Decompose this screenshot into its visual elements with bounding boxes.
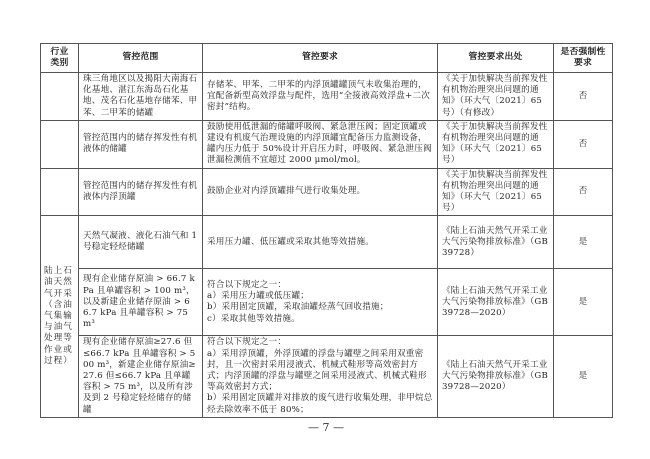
requirement-line: c）采取其他等效措施。 — [207, 313, 300, 324]
page-number: — 7 — — [308, 420, 344, 434]
requirement-line: 符合以下规定之一： — [207, 280, 287, 291]
category-cell-empty — [41, 73, 79, 121]
mandatory-cell: 是 — [554, 269, 613, 336]
scope-cell: 管控范围内的储存挥发性有机液体的储罐 — [79, 120, 203, 168]
table-row — [41, 168, 613, 216]
requirement-line: a）采用压力罐或低压罐； — [207, 291, 310, 302]
category-cell: 陆上石油天然气开采（含油气集输与油气处理等作业或过程） — [41, 216, 79, 417]
header-mandatory: 是否强制性要求 — [554, 44, 613, 73]
requirement-cell — [203, 269, 438, 336]
header-source: 管控要求出处 — [438, 44, 554, 73]
category-cell-empty — [41, 168, 79, 216]
mandatory-cell: 是 — [554, 336, 613, 417]
source-cell: 《陆上石油天然气开采工业大气污染物排放标准》（GB 39728—2020） — [438, 269, 554, 336]
table-row — [41, 120, 613, 168]
category-cell-empty — [41, 120, 79, 168]
scope-cell: 天然气凝液、液化石油气和 1 号稳定轻烃储罐 — [79, 216, 203, 269]
header-requirement: 管控要求 — [203, 44, 438, 73]
requirement-cell: 鼓励使用低泄漏的储罐呼吸阀、紧急泄压阀；固定顶罐或建设有机废气治理设施的内浮顶罐宜配备压力监测设备，罐内压力低于 50%设计开启压力时，呼吸阀、紧急泄压阀泄漏检测值不宜超过 2000 μmol/mol。 — [203, 120, 438, 168]
mandatory-cell: 否 — [554, 168, 613, 216]
table-row — [41, 269, 613, 336]
source-cell: 《关于加快解决当前挥发性有机物治理突出问题的通知》（环大气〔2021〕65号） — [438, 120, 554, 168]
requirement-line: b）采用固定顶罐并对排放的废气进行收集处理，非甲烷总烃去除效率不低于 80%； — [207, 393, 433, 415]
table-row — [41, 73, 613, 121]
requirement-line: b）采用固定顶罐，采取油罐烃蒸气回收措施； — [207, 302, 389, 313]
control-requirements-table — [40, 43, 613, 418]
table-row — [41, 336, 613, 417]
source-cell: 《陆上石油天然气开采工业大气污染物排放标准》（GB 39728—2020） — [438, 336, 554, 417]
requirement-line: a）采用浮顶罐，外浮顶罐的浮盘与罐壁之间采用双重密封，且一次密封采用浸液式、机械式鞋形等高效密封方式；内浮顶罐的浮盘与罐壁之间采用浸液式、机械式鞋形等高效密封方式； — [207, 348, 427, 393]
mandatory-cell: 否 — [554, 120, 613, 168]
table-row — [41, 216, 613, 269]
source-cell: 《关于加快解决当前挥发性有机物治理突出问题的通知》（环大气〔2021〕65号） — [438, 168, 554, 216]
header-scope: 管控范围 — [79, 44, 203, 73]
table-header-row — [41, 44, 613, 73]
mandatory-cell: 是 — [554, 216, 613, 269]
requirement-cell: 采用压力罐、低压罐或采取其他等效措施。 — [203, 216, 438, 269]
scope-cell: 现有企业储存原油≥27.6 但≤66.7 kPa 且单罐容积 > 500 m³，新建企业储存原油≥27.6 但≤66.7 kPa 且单罐容积 > 75 m³，以及所有涉及到 2 号稳定轻烃储存的储罐 — [79, 336, 203, 417]
requirement-line: 符合以下规定之一： — [207, 337, 287, 348]
requirement-cell: 鼓励企业对内浮顶罐排气进行收集处理。 — [203, 168, 438, 216]
header-category: 行业类别 — [41, 44, 79, 73]
requirement-cell: 存储苯、甲苯、二甲苯的内浮顶罐罐顶气未收集治理的，宜配备新型高效浮盘与配件，选用“全接液高效浮盘+二次密封”结构。 — [203, 73, 438, 121]
mandatory-cell: 否 — [554, 73, 613, 121]
source-cell: 《关于加快解决当前挥发性有机物治理突出问题的通知》（环大气〔2021〕65号）（有修改） — [438, 73, 554, 121]
scope-cell: 现有企业储存原油 > 66.7 kPa 且单罐容积 > 100 m³，以及新建企业储存原油 > 66.7 kPa 且单罐容积 > 75 m³ — [79, 269, 203, 336]
scope-cell: 珠三角地区以及揭阳大南海石化基地、湛江东海岛石化基地、茂名石化基地存储苯、甲苯、二甲苯的储罐 — [79, 73, 203, 121]
requirement-cell — [203, 336, 438, 417]
source-cell: 《陆上石油天然气开采工业大气污染物排放标准》（GB 39728） — [438, 216, 554, 269]
scope-cell: 管控范围内的储存挥发性有机液体内浮顶罐 — [79, 168, 203, 216]
